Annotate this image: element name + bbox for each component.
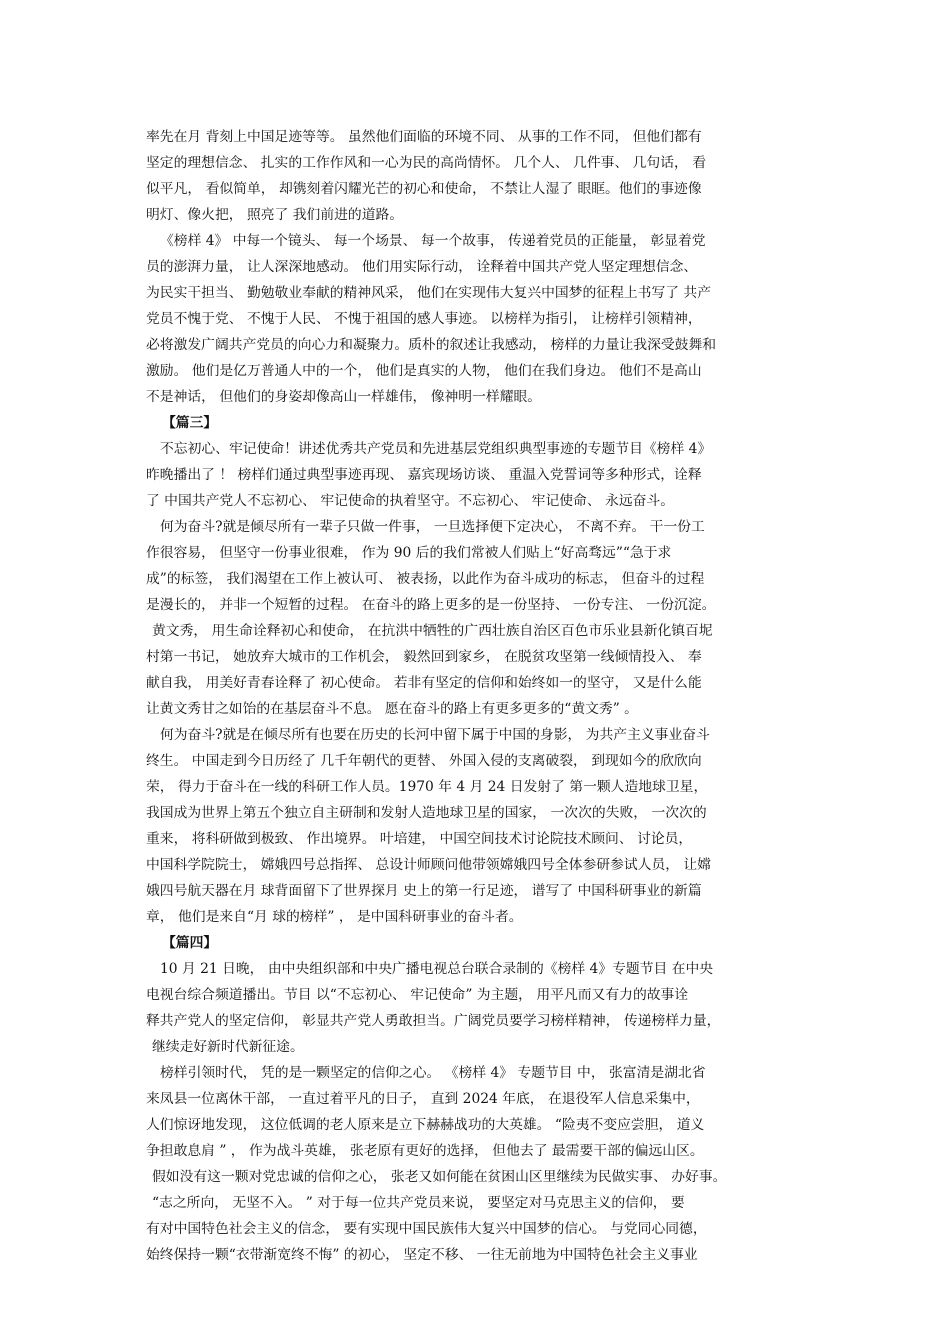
text-line: 献自我， 用美好青春诠释了 初心使命。 若非有坚定的信仰和始终如一的坚守， 又是什么能: [146, 675, 702, 691]
text-line: 坚定的理想信念、 扎实的工作作风和一心为民的高尚情怀。 几个人、 几件事、 几句话， 看: [146, 155, 707, 171]
section-heading: 【篇四】: [162, 935, 218, 951]
text-line: 了 中国共产党人不忘初心、 牢记使命的执着坚守。不忘初心、 牢记使命、 永远奋斗。: [146, 493, 675, 509]
text-line: 激励。 他们是亿万普通人中的一个， 他们是真实的人物， 他们在我们身边。 他们不是高山: [146, 363, 702, 379]
text-line: 成”的标签， 我们渴望在工作上被认可、 被表扬，以此作为奋斗成功的标志， 但奋斗的过程: [146, 571, 705, 587]
text-line: 必将激发广阔共产党员的向心力和凝聚力。质朴的叙述让我感动， 榜样的力量让我深受鼓舞和: [146, 337, 717, 353]
text-line: 让黄文秀甘之如饴的在基层奋斗不息。 愿在奋斗的路上有更多更多的“黄文秀” 。: [146, 701, 638, 717]
text-line: 明灯、像火把， 照亮了 我们前进的道路。: [146, 207, 404, 223]
text-line: 不忘初心、牢记使命！讲述优秀共产党员和先进基层党组织典型事迹的专题节目《榜样 4》: [160, 441, 712, 457]
text-line: 作很容易， 但坚守一份事业很难， 作为 90 后的我们常被人们贴上“好高骛远”“急于求: [146, 545, 672, 561]
text-line: 员的澎湃力量， 让人深深地感动。 他们用实际行动， 诠释着中国共产党人坚定理想信念、: [146, 259, 698, 275]
text-line: 重来， 将科研做到极致、 作出境界。 叶培建， 中国空间技术讨论院技术顾问、 讨论员，: [146, 831, 693, 847]
text-line: 似平凡， 看似简单， 却镌刻着闪耀光芒的初心和使命， 不禁让人湿了 眼眶。他们的事迹像: [146, 181, 702, 197]
text-line: 继续走好新时代新征途。: [152, 1039, 304, 1055]
text-line: 为民实干担当、 勤勉敬业奉献的精神风采， 他们在实现伟大复兴中国梦的征程上书写了 共产: [146, 285, 712, 301]
text-line: 何为奋斗?就是倾尽所有一辈子只做一件事， 一旦选择便下定决心， 不离不弃。 干一份工: [160, 519, 705, 535]
text-line: 中国科学院院士， 嫦娥四号总指挥、 总设计师顾问他带领嫦娥四号全体参研参试人员， 让嫦: [146, 857, 712, 873]
text-line: 假如没有这一颗对党忠诚的信仰之心， 张老又如何能在贫困山区里继续为民做实事、 办好事。: [152, 1169, 727, 1185]
text-line: 不是神话， 但他们的身姿却像高山一样雄伟， 像神明一样耀眼。: [146, 389, 542, 405]
text-line: 村第一书记， 她放弃大城市的工作机会， 毅然回到家乡， 在脱贫攻坚第一线倾情投入、 奉: [146, 649, 702, 665]
text-line: 电视台综合频道播出。节目 以“不忘初心、 牢记使命” 为主题， 用平凡而又有力的故事诠: [146, 987, 689, 1003]
text-line: 始终保持一颗“衣带渐宽终不悔” 的初心， 坚定不移、 一往无前地为中国特色社会主义事业: [146, 1247, 698, 1263]
text-line: 我国成为世界上第五个独立自主研制和发射人造地球卫星的国家， 一次次的失败， 一次次的: [146, 805, 707, 821]
text-line: 章， 他们是来自“月 球的榜样” ， 是中国科研事业的奋斗者。: [146, 909, 523, 925]
text-line: 昨晚播出了 ！ 榜样们通过典型事迹再现、 嘉宾现场访谈、 重温入党誓词等多种形式，诠释: [146, 467, 702, 483]
text-line: 率先在月 背刻上中国足迹等等。 虽然他们面临的环境不同、 从事的工作不同， 但他们都有: [146, 129, 702, 145]
text-line: 有对中国特色社会主义的信念， 要有实现中国民族伟大复兴中国梦的信心。 与党同心同德，: [146, 1221, 707, 1237]
text-line: “志之所向， 无坚不入。 ” 对于每一位共产党员来说， 要坚定对马克思主义的信仰， 要: [152, 1195, 685, 1211]
text-line: 来凤县一位离休干部， 一直过着平凡的日子， 直到 2024 年底， 在退役军人信息采集中，: [146, 1091, 700, 1107]
text-line: 10 月 21 日晚， 由中央组织部和中央广播电视总台联合录制的《榜样 4》专题节目 在中央: [160, 961, 714, 977]
text-line: 荣， 得力于奋斗在一线的科研工作人员。1970 年 4 月 24 日发射了 第一颗人造地球卫星，: [146, 779, 708, 795]
text-line: 是漫长的， 并非一个短暂的过程。 在奋斗的路上更多的是一份坚持、 一份专注、 一份沉淀。: [146, 597, 716, 613]
text-line: 榜样引领时代， 凭的是一颗坚定的信仰之心。 《榜样 4》 专题节目 中， 张富清是湖北省: [160, 1065, 706, 1081]
text-line: 释共产党人的坚定信仰， 彰显共产党人勇敢担当。广阔党员要学习榜样精神， 传递榜样力量，: [146, 1013, 721, 1029]
text-line: 黄文秀， 用生命诠释初心和使命， 在抗洪中牺牲的广西壮族自治区百色市乐业县新化镇百坭: [152, 623, 713, 639]
document-body: [146, 124, 814, 1268]
text-line: 党员不愧于党、 不愧于人民、 不愧于祖国的感人事迹。 以榜样为指引， 让榜样引领精神，: [146, 311, 702, 327]
text-line: 终生。 中国走到今日历经了 几千年朝代的更替、 外国入侵的支离破裂， 到现如今的欣欣向: [146, 753, 702, 769]
text-line: 娥四号航天器在月 球背面留下了世界探月 史上的第一行足迹， 谱写了 中国科研事业的新篇: [146, 883, 702, 899]
text-line: 《榜样 4》 中每一个镜头、 每一个场景、 每一个故事， 传递着党员的正能量， 彰显着党: [160, 233, 706, 249]
text-line: 何为奋斗?就是在倾尽所有也要在历史的长河中留下属于中国的身影， 为共产主义事业奋斗: [160, 727, 710, 743]
text-line: 人们惊讶地发现， 这位低调的老人原来是立下赫赫战功的大英雄。 “险夷不变应尝胆， 道义: [146, 1117, 705, 1133]
text-line: 争担敢息肩 ” ， 作为战斗英雄， 张老原有更好的选择， 但他去了 最需要干部的偏远山区。: [146, 1143, 704, 1159]
section-heading: 【篇三】: [162, 415, 218, 431]
